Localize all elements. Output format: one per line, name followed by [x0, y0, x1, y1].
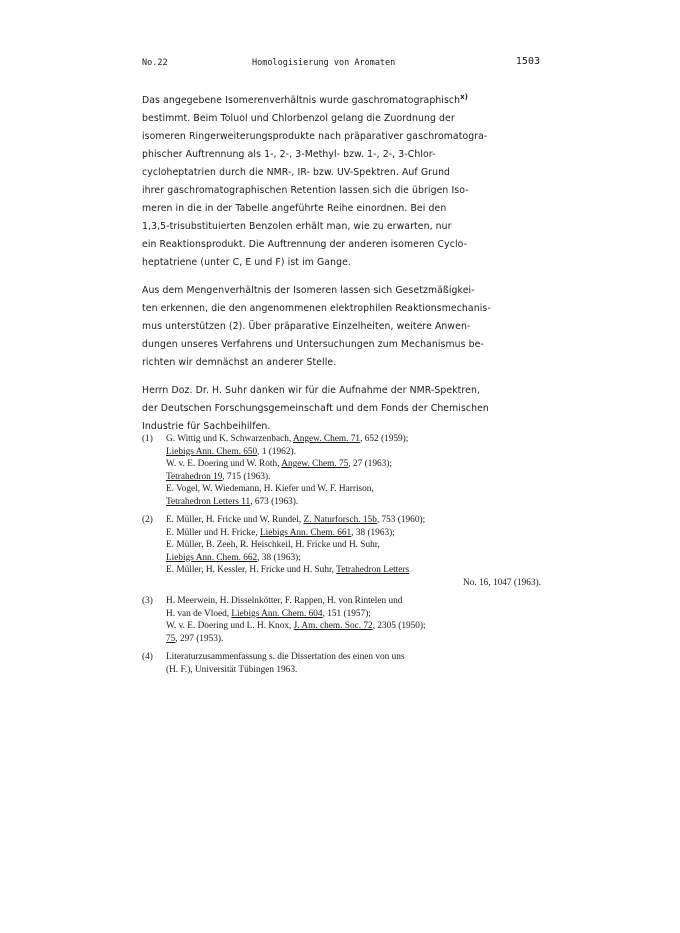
reference-line [166, 471, 547, 484]
reference-line [166, 446, 547, 459]
reference-entry [142, 595, 547, 645]
citation-text: , 151 (1957); [322, 608, 371, 619]
reference-entry [142, 433, 547, 508]
text-line: richten wir demnächst an anderer Stelle. [142, 357, 337, 368]
citation-source: Liebigs Ann. Chem. 661 [260, 527, 352, 538]
citation-text: H. van de Vloed, [166, 608, 232, 619]
text-line: der Deutschen Forschungsgemeinschaft und dem Fonds der Chemischen [142, 403, 489, 414]
citation-text: G. Wittig und K. Schwarzenbach, [166, 434, 294, 444]
footnote-mark: x) [460, 93, 469, 101]
citation-source: J. Am. chem. Soc. 72 [293, 621, 373, 631]
text-line: 1,3,5-trisubstituierten Benzolen erhält man, wie zu erwarten, nur [142, 221, 452, 232]
citation-text: E. Müller, H. Fricke und W. Rundel, [166, 515, 304, 525]
citation-text: E. Müller, H. Kessler, H. Fricke und H. Suhr, [166, 565, 337, 575]
paragraph [142, 382, 547, 436]
citation-text: , 715 (1963). [222, 471, 271, 482]
citation-source: Angew. Chem. 71 [293, 434, 361, 444]
reference-number: (1) [142, 434, 153, 444]
reference-number: (4) [142, 652, 153, 662]
reference-line [166, 458, 547, 471]
citation-text: , 27 (1963); [348, 459, 392, 469]
reference-line [166, 496, 547, 509]
reference-line [166, 595, 547, 608]
text-line: ein Reaktionsprodukt. Die Auftrennung der anderen isomeren Cyclo- [142, 239, 468, 250]
reference-line [166, 577, 547, 590]
text-line: cycloheptatrien durch die NMR-, IR- bzw. UV-Spektren. Auf Grund [142, 167, 451, 178]
citation-text: No. 16, 1047 (1963). [463, 577, 541, 588]
text-line: mus unterstützen (2). Über präparative Einzelheiten, weitere Anwen- [142, 321, 471, 332]
text-line: ten erkennen, die den angenommenen elektrophilen Reaktionsmechanis- [142, 303, 491, 314]
text-line: Aus dem Mengenverhältnis der Isomeren lassen sich Gesetzmäßigkei- [142, 285, 475, 296]
reference-line [166, 564, 547, 577]
citation-source: Tetrahedron Letters [336, 565, 410, 575]
reference-line [166, 483, 547, 496]
text-line: isomeren Ringerweiterungsprodukte nach präparativer gaschromatogra- [142, 131, 488, 142]
text-line: heptatriene (unter C, E und F) ist im Gange. [142, 257, 351, 268]
citation-text: , 2305 (1950); [372, 621, 426, 631]
citation-source: 75 [166, 633, 176, 644]
text-line: Herrn Doz. Dr. H. Suhr danken wir für die Aufnahme der NMR-Spektren, [142, 385, 481, 396]
citation-source: Liebigs Ann. Chem. 650 [166, 446, 258, 457]
citation-text: W. v. E. Doering und L. H. Knox, [166, 621, 294, 631]
citation-source: Tetrahedron 19 [166, 471, 223, 482]
citation-source: Liebigs Ann. Chem. 662 [166, 552, 258, 563]
running-header [142, 56, 540, 70]
citation-text: E. Vogel, W. Wiedemann, H. Kiefer und W. F. Harrison, [166, 484, 374, 494]
reference-line [166, 552, 547, 565]
journal-issue: No.22 [142, 58, 168, 68]
paragraph [142, 282, 547, 372]
text-line: Das angegebene Isomerenverhältnis wurde gaschromatographisch$^{x)}$ [142, 93, 469, 106]
text-line: Industrie für Sachbeihilfen. [142, 421, 271, 432]
reference-line [166, 539, 547, 552]
citation-source: Angew. Chem. 75 [281, 459, 349, 469]
citation-text: H. Meerwein, H. Disselnkötter, F. Rappen, H. von Rintelen und [166, 596, 403, 606]
citation-text: (H. F.), Universität Tübingen 1963. [166, 664, 298, 675]
text-line: phischer Auftrennung als 1-, 2-, 3-Methyl- bzw. 1-, 2-, 3-Chlor- [142, 149, 436, 160]
reference-entry [142, 514, 547, 589]
citation-text: , 673 (1963). [250, 496, 299, 507]
reference-number: (2) [142, 515, 153, 525]
running-title: Homologisierung von Aromaten [252, 58, 396, 68]
citation-source: Tetrahedron Letters 11 [166, 496, 251, 507]
reference-line [166, 527, 547, 540]
citation-text: E. Müller und H. Fricke, [166, 527, 260, 538]
citation-text: , 1 (1962). [257, 446, 296, 457]
reference-number: (3) [142, 596, 153, 606]
citation-text: , 38 (1963); [257, 552, 301, 563]
body-text [142, 88, 547, 446]
text-line: meren in die in der Tabelle angeführte Reihe einordnen. Bei den [142, 203, 447, 214]
citation-source: Liebigs Ann. Chem. 604 [231, 608, 323, 619]
page-number: 1503 [515, 56, 540, 67]
reference-line [166, 651, 547, 664]
paragraph [142, 88, 547, 272]
reference-line [166, 664, 547, 677]
reference-line [166, 433, 547, 446]
citation-source: Z. Naturforsch. 15b [303, 515, 377, 525]
citation-text: W. v. E. Doering und W. Roth, [166, 459, 282, 469]
references [142, 433, 547, 682]
reference-line [166, 514, 547, 527]
text-line: bestimmt. Beim Toluol und Chlorbenzol gelang die Zuordnung der [142, 113, 455, 124]
text-line: ihrer gaschromatographischen Retention lassen sich die übrigen Iso- [142, 185, 469, 196]
text-line: dungen unseres Verfahrens und Untersuchungen zum Mechanismus be- [142, 339, 484, 350]
reference-entry [142, 651, 547, 676]
reference-line [166, 608, 547, 621]
citation-text: E. Müller, B. Zeeh, R. Heischkeil, H. Fricke und H. Suhr, [166, 540, 380, 550]
reference-line [166, 633, 547, 646]
citation-text: , 753 (1960); [376, 515, 426, 525]
citation-text: , 297 (1953). [175, 633, 224, 644]
citation-text: , 38 (1963); [351, 527, 395, 538]
reference-line [166, 620, 547, 633]
citation-text: Literaturzusammenfassung s. die Dissertation des einen von uns [166, 652, 405, 662]
citation-text: , 652 (1959); [360, 434, 409, 444]
